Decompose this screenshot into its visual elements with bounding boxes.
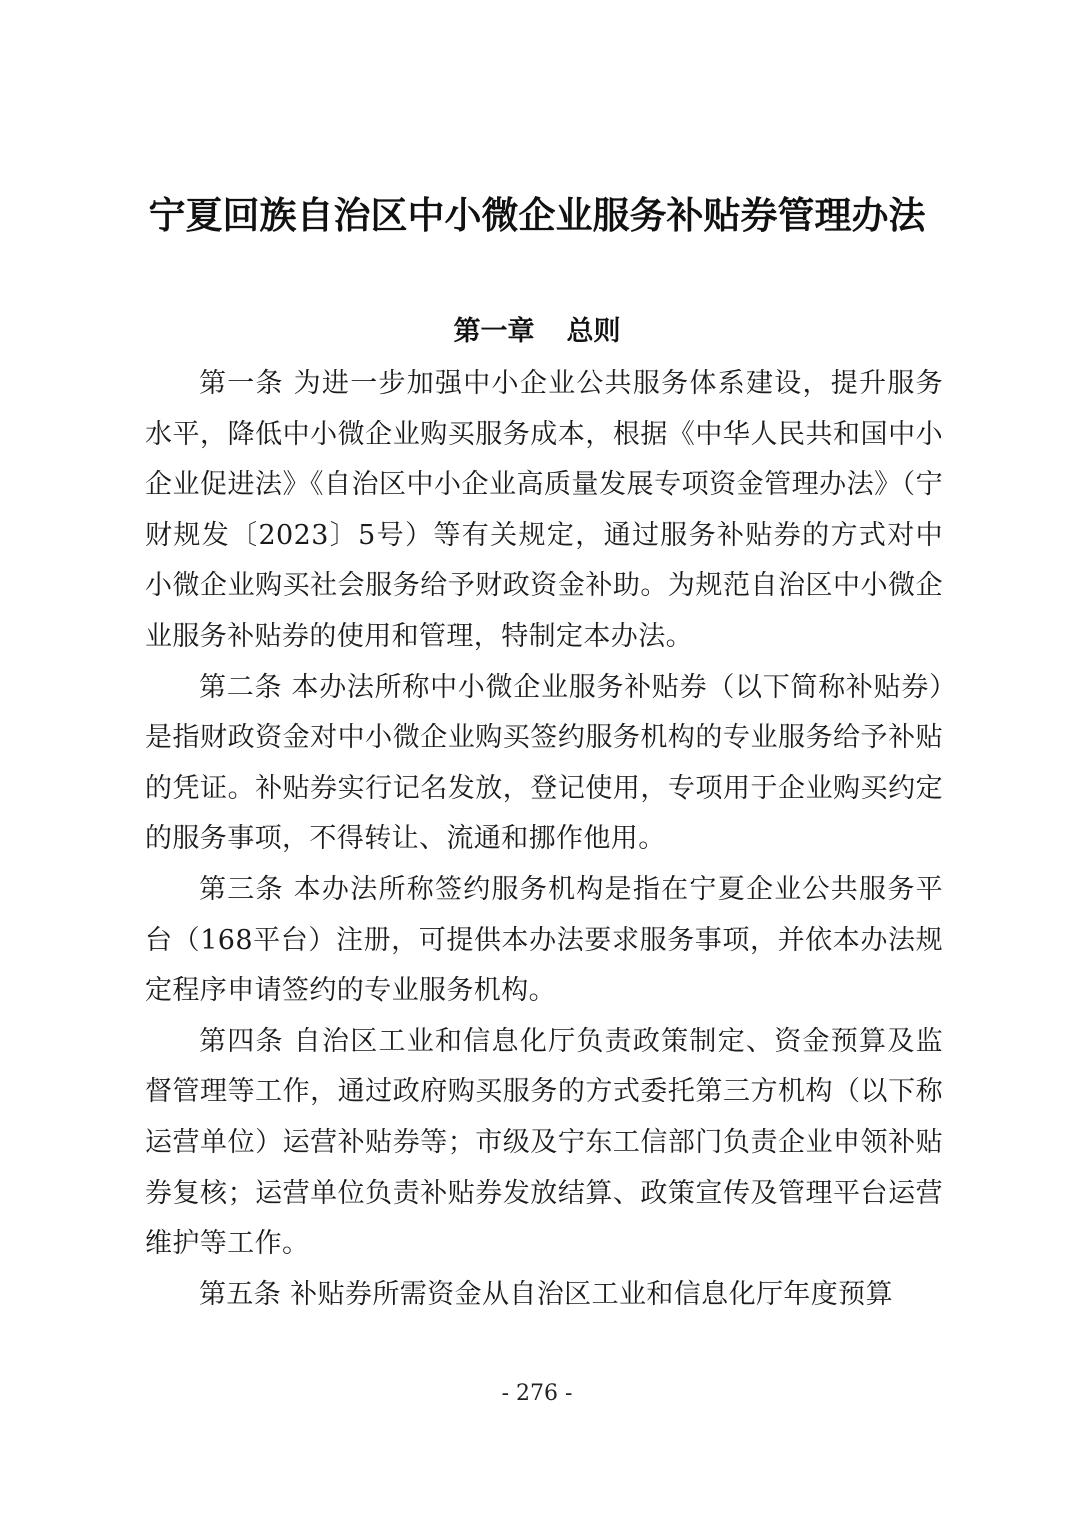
document-title: 宁夏回族自治区中小微企业服务补贴券管理办法 — [148, 194, 926, 237]
page-number: - 276 - — [501, 1381, 573, 1406]
chapter-label: 第一章 — [453, 316, 535, 347]
article-4: 第四条 自治区工业和信息化厅负责政策制定、资金预算及监督管理等工作，通过政府购买服务的方式委托第三方机构（以下称运营单位）运营补贴券等；市级及宁东工信部门负责企业申领补贴券复核；运营单位负责补贴券发放结算、政策宣传及管理平台运营维护等工作。 — [145, 1025, 943, 1260]
article-1: 第一条 为进一步加强中小企业公共服务体系建设，提升服务水平，降低中小微企业购买服务成本，根据《中华人民共和国中小企业促进法》《自治区中小企业高质量发展专项资金管理办法》（宁财规发〔2023〕5号）等有关规定，通过服务补贴券的方式对中小微企业购买社会服务给予财政资金补助。为规范自治区中小微企业服务补贴券的使用和管理，特制定本办法。 — [145, 368, 943, 652]
article-2: 第二条 本办法所称中小微企业服务补贴券（以下简称补贴券）是指财政资金对中小微企业购买签约服务机构的专业服务给予补贴的凭证。补贴券实行记名发放，登记使用，专项用于企业购买约定的服务事项，不得转让、流通和挪作他用。 — [145, 671, 943, 855]
chapter-name: 总则 — [566, 316, 621, 347]
document-body — [145, 359, 943, 1320]
chapter-heading — [0, 310, 1074, 354]
article-5: 第五条 补贴券所需资金从自治区工业和信息化厅年度预算 — [199, 1278, 893, 1310]
article-3: 第三条 本办法所称签约服务机构是指在宁夏企业公共服务平台（168平台）注册，可提供本办法要求服务事项，并依本办法规定程序申请签约的专业服务机构。 — [145, 873, 943, 1007]
